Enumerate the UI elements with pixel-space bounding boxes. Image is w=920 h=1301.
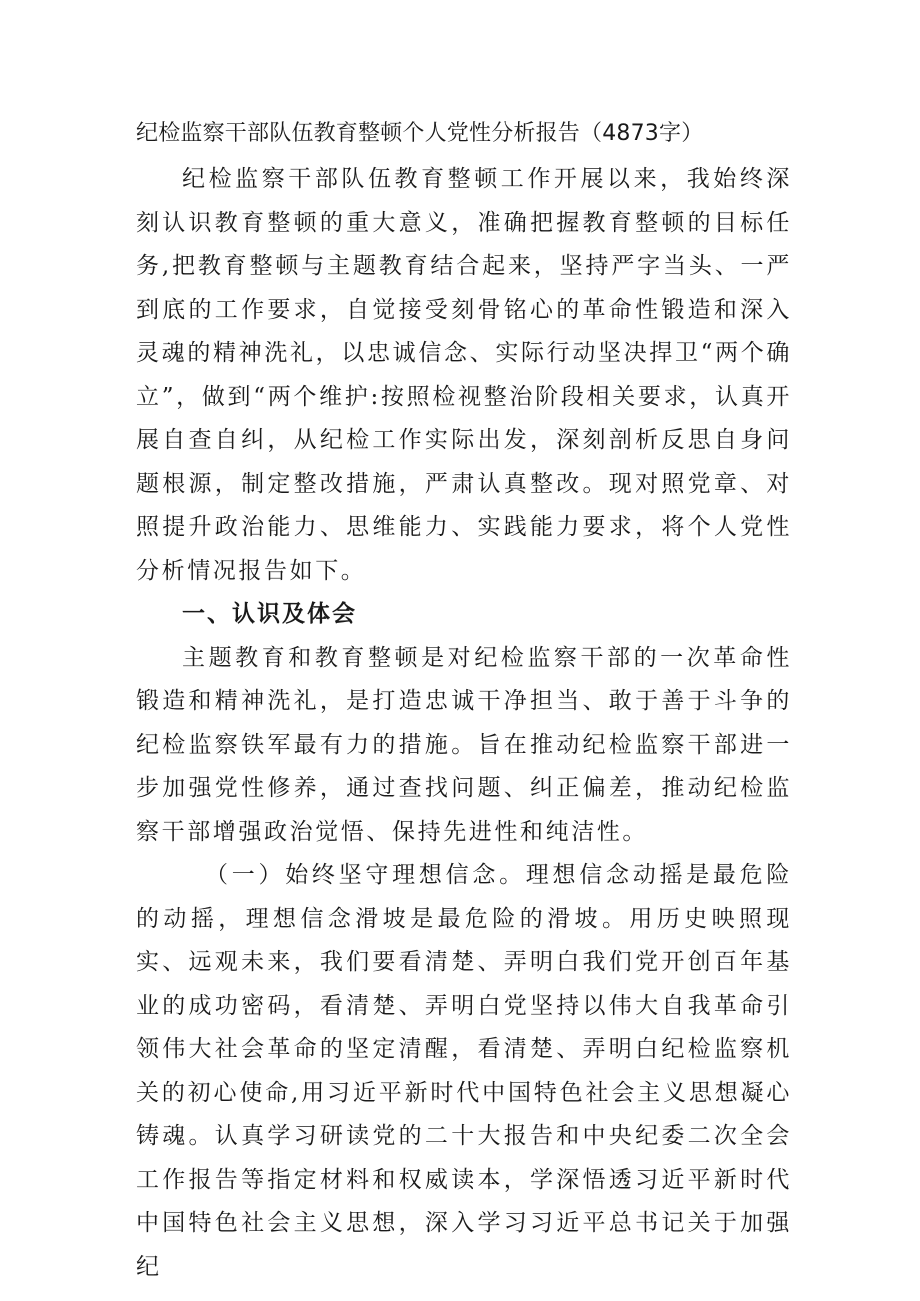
section-heading: 一、认识及体会	[182, 601, 357, 627]
subsection-paragraph: （一）始终坚守理想信念。理想信念动摇是最危险的动摇，理想信念滑坡是最危险的滑坡。用历史映照现实、远观未来，我们要看清楚、弄明白我们党开创百年基业的成功密码，看清楚、弄明白党坚持以伟大自我革命引领伟大社会革命的坚定清醒，看清楚、弄明白纪检监察机关的初心使命,用习近平新时代中国特色社会主义思想凝心铸魂。认真学习研读党的二十大报告和中央纪委二次全会工作报告等指定材料和权威读本，学深悟透习近平新时代中国特色社会主义思想，深入学习习近平总书记关于加强纪	[136, 862, 792, 1280]
intro-paragraph: 纪检监察干部队伍教育整顿工作开展以来，我始终深刻认识教育整顿的重大意义，准确把握教育整顿的目标任务,把教育整顿与主题教育结合起来，坚持严字当头、一严到底的工作要求，自觉接受刻骨铭心的革命性锻造和深入灵魂的精神洗礼，以忠诚信念、实际行动坚决捍卫“两个确立”，做到“两个维护:按照检视整治阶段相关要求，认真开展自查自纠，从纪检工作实际出发，深刻剖析反思自身问题根源，制定整改措施，严肃认真整改。现对照党章、对照提升政治能力、思维能力、实践能力要求，将个人党性分析情况报告如下。	[136, 166, 792, 584]
document-title: 纪检监察干部队伍教育整顿个人党性分析报告（4873字）	[136, 121, 704, 146]
section-paragraph: 主题教育和教育整顿是对纪检监察干部的一次革命性锻造和精神洗礼，是打造忠诚干净担当、敢于善于斗争的纪检监察铁军最有力的措施。旨在推动纪检监察干部进一步加强党性修养，通过查找问题、纠正偏差，推动纪检监察干部增强政治觉悟、保持先进性和纯洁性。	[136, 644, 792, 845]
